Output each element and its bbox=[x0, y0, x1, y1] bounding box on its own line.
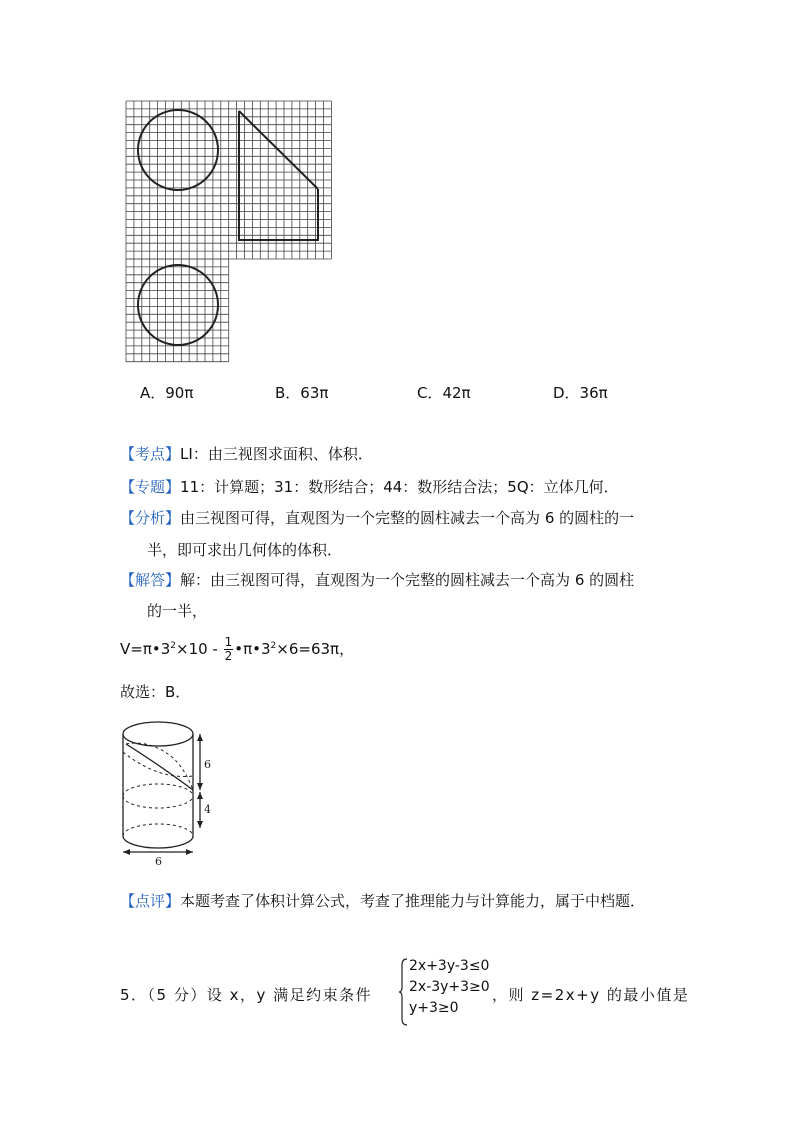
kaodian-line: 【考点】LI：由三视图求面积、体积． bbox=[120, 445, 373, 463]
formula-exp2: 2 bbox=[270, 641, 277, 651]
jieda-line1: 【解答】解：由三视图可得，直观图为一个完整的圆柱减去一个高为 6 的圆柱 bbox=[120, 571, 635, 589]
zhuanti-text: 11：计算题；31：数形结合；44：数形结合法；5Q：立体几何． bbox=[180, 478, 619, 496]
dim-label-top: 6 bbox=[204, 758, 211, 771]
dianping-text: 本题考查了体积计算公式，考查了推理能力与计算能力，属于中档题． bbox=[180, 892, 646, 910]
answer-line: 故选：B． bbox=[120, 683, 191, 701]
option-c: C．42π bbox=[417, 384, 471, 402]
formula-part4: ×6=63π， bbox=[276, 640, 355, 658]
jieda-text-2: 的一半， bbox=[147, 602, 208, 620]
fraction-numerator: 1 bbox=[224, 635, 233, 649]
dim-arrow-top-down bbox=[197, 783, 203, 790]
side-view-outline bbox=[239, 111, 318, 240]
dim-arrow-bottom-left bbox=[123, 849, 130, 855]
question5-suffix: ，则 z=2x+y 的最小值是 bbox=[492, 986, 690, 1004]
constraint-2: 2x-3y+3≥0 bbox=[409, 979, 490, 995]
fenxi-text-2: 半，即可求出几何体的体积． bbox=[147, 541, 343, 559]
option-d: D．36π bbox=[553, 384, 608, 402]
dim-arrow-mid-down bbox=[197, 821, 203, 828]
fraction-denominator: 2 bbox=[224, 649, 233, 663]
front-view-grid bbox=[126, 101, 331, 259]
cylinder-bottom-back bbox=[123, 824, 193, 836]
formula-fraction bbox=[224, 636, 234, 663]
fenxi-tag: 分析 bbox=[135, 509, 166, 527]
fenxi-text-1: 由三视图可得，直观图为一个完整的圆柱减去一个高为 6 的圆柱的一 bbox=[180, 509, 635, 527]
kaodian-tag: 考点 bbox=[135, 445, 166, 463]
constraint-1: 2x+3y-3≤0 bbox=[409, 958, 490, 974]
slant-cut-solid bbox=[126, 744, 193, 790]
dim-label-bottom: 6 bbox=[155, 855, 162, 868]
formula-exp1: 2 bbox=[170, 641, 176, 651]
jieda-text-1: 解：由三视图可得，直观图为一个完整的圆柱减去一个高为 6 的圆柱 bbox=[180, 571, 635, 589]
dim-arrow-bottom-right bbox=[186, 849, 193, 855]
cylinder-figure bbox=[118, 712, 218, 868]
side-view-slant-edge bbox=[239, 111, 318, 189]
formula-part2: ×10 - bbox=[176, 640, 218, 658]
cylinder-top-ellipse bbox=[123, 722, 193, 746]
cylinder-bottom-front bbox=[123, 836, 193, 848]
dianping-line: 【点评】本题考查了体积计算公式，考查了推理能力与计算能力，属于中档题． bbox=[120, 892, 646, 910]
cylinder-mid-ellipse-back bbox=[123, 784, 193, 796]
formula-part1: V=π•3 bbox=[120, 640, 171, 658]
zhuanti-tag: 专题 bbox=[135, 478, 166, 496]
top-view-grid bbox=[126, 259, 229, 362]
constraint-3: y+3≥0 bbox=[409, 1000, 459, 1016]
three-view-figure bbox=[120, 95, 340, 365]
volume-formula bbox=[120, 636, 354, 663]
fenxi-line1: 【分析】由三视图可得，直观图为一个完整的圆柱减去一个高为 6 的圆柱的一 bbox=[120, 509, 635, 527]
constraint-system bbox=[409, 956, 490, 1019]
dim-arrow-top-up bbox=[197, 734, 203, 741]
option-b: B．63π bbox=[275, 384, 329, 402]
zhuanti-line: 【专题】11：计算题；31：数形结合；44：数形结合法；5Q：立体几何． bbox=[120, 478, 619, 496]
jieda-tag: 解答 bbox=[135, 571, 166, 589]
dim-label-mid: 4 bbox=[204, 803, 211, 816]
kaodian-text: LI：由三视图求面积、体积． bbox=[180, 445, 373, 463]
constraint-brace bbox=[398, 957, 408, 1027]
option-a: A．90π bbox=[140, 384, 194, 402]
formula-part3: •π•3 bbox=[234, 640, 271, 658]
dim-arrow-mid-up bbox=[197, 792, 203, 799]
question5-prefix: 5．（5 分）设 x，y 满足约束条件 bbox=[120, 986, 373, 1004]
dianping-tag: 点评 bbox=[135, 892, 166, 910]
cylinder-mid-ellipse-front bbox=[123, 796, 193, 808]
